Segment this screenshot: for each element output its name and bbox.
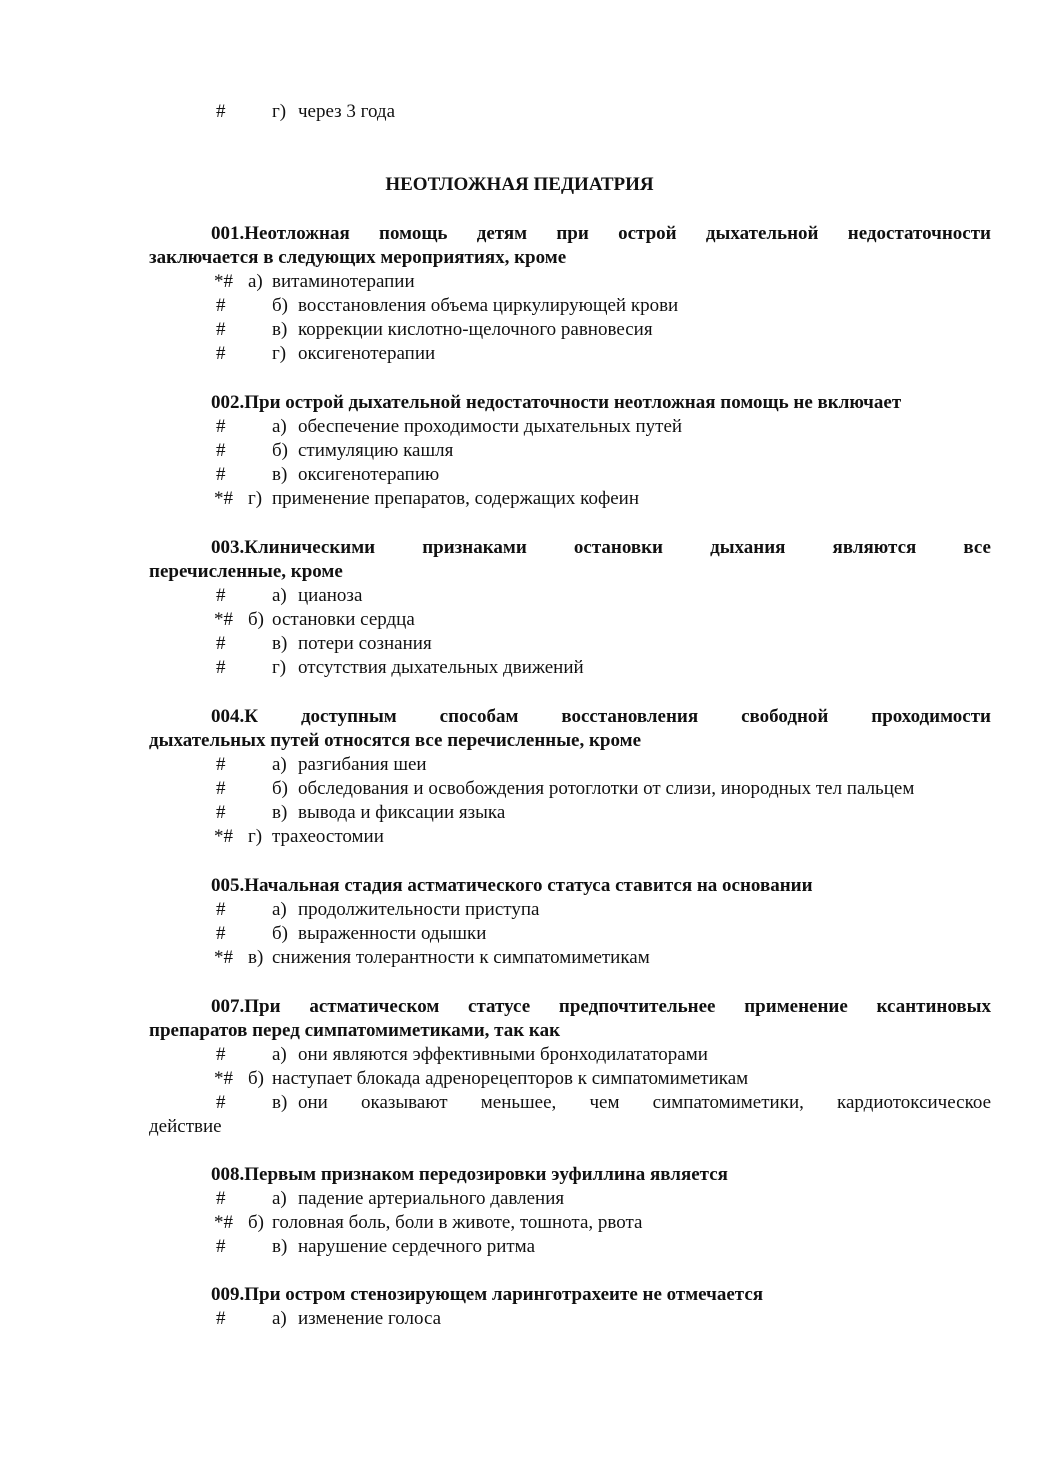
option-text: остановки сердца [272, 609, 415, 630]
option-letter: а) [248, 271, 263, 292]
option-text: нарушение сердечного ритма [298, 1236, 535, 1257]
option-text: вывода и фиксации языка [298, 802, 506, 823]
question-text: 005.Начальная стадия астматического статуса ставится на основании [211, 875, 813, 896]
question-text-continued: заключается в следующих мероприятиях, кроме [149, 247, 567, 268]
answer-mark: # [216, 101, 226, 122]
question-text: 009.При остром стенозирующем ларинготрахеите не отмечается [211, 1284, 764, 1305]
option-letter: г) [248, 488, 263, 509]
option-letter: а) [272, 1188, 287, 1209]
option-text: потери сознания [298, 633, 432, 654]
option-letter: а) [272, 1308, 287, 1329]
option-text: они оказывают меньшее, чем симпатомиметики, кардиотоксическое [298, 1092, 991, 1113]
option-letter: в) [272, 1236, 288, 1257]
option-letter: а) [272, 899, 287, 920]
answer-mark: # [216, 1092, 226, 1113]
correct-answer-mark: *# [214, 947, 233, 968]
answer-mark: # [216, 899, 226, 920]
option-text: разгибания шеи [298, 754, 427, 775]
question-text-continued: перечисленные, кроме [149, 561, 343, 582]
correct-answer-mark: *# [214, 826, 233, 847]
answer-mark: # [216, 1188, 226, 1209]
option-letter: а) [272, 585, 287, 606]
option-text: через 3 года [298, 101, 396, 122]
answer-mark: # [216, 1236, 226, 1257]
correct-answer-mark: *# [214, 488, 233, 509]
option-text: цианоза [298, 585, 363, 606]
answer-mark: # [216, 585, 226, 606]
option-letter: б) [272, 440, 288, 461]
option-text: оксигенотерапию [298, 464, 440, 485]
answer-mark: # [216, 1044, 226, 1065]
option-text: обследования и освобождения ротоглотки от слизи, инородных тел пальцем [298, 778, 915, 799]
answer-mark: # [216, 295, 226, 316]
question-text-continued: препаратов перед симпатомиметиками, так как [149, 1020, 561, 1041]
option-text: головная боль, боли в животе, тошнота, рвота [272, 1212, 643, 1233]
option-text: изменение голоса [298, 1308, 442, 1329]
question-text: 001.Неотложная помощь детям при острой дыхательной недостаточности [211, 223, 991, 244]
option-letter: в) [272, 633, 288, 654]
option-letter: г) [272, 101, 287, 122]
section-title: НЕОТЛОЖНАЯ ПЕДИАТРИЯ [385, 174, 654, 195]
answer-mark: # [216, 319, 226, 340]
question-text: 004.К доступным способам восстановления свободной проходимости [211, 706, 991, 727]
option-text: выраженности одышки [298, 923, 487, 944]
option-letter: г) [248, 826, 263, 847]
option-letter: б) [272, 295, 288, 316]
question-text: 007.При астматическом статусе предпочтительнее применение ксантиновых [211, 996, 991, 1017]
option-letter: б) [248, 609, 264, 630]
option-text: применение препаратов, содержащих кофеин [272, 488, 640, 509]
option-text: восстановления объема циркулирующей крови [298, 295, 679, 316]
option-letter: в) [272, 1092, 288, 1113]
option-letter: б) [272, 923, 288, 944]
option-text: стимуляцию кашля [298, 440, 454, 461]
option-letter: а) [272, 1044, 287, 1065]
correct-answer-mark: *# [214, 1068, 233, 1089]
option-letter: г) [272, 343, 287, 364]
answer-mark: # [216, 778, 226, 799]
option-text: обеспечение проходимости дыхательных путей [298, 416, 683, 437]
question-text: 002.При острой дыхательной недостаточности неотложная помощь не включает [211, 392, 902, 413]
option-letter: в) [272, 802, 288, 823]
option-text: витаминотерапии [272, 271, 415, 292]
option-text: коррекции кислотно-щелочного равновесия [298, 319, 653, 340]
option-text: оксигенотерапии [298, 343, 436, 364]
answer-mark: # [216, 802, 226, 823]
answer-mark: # [216, 440, 226, 461]
option-text: они являются эффективными бронходилататорами [298, 1044, 708, 1065]
option-letter: в) [272, 319, 288, 340]
option-letter: в) [248, 947, 264, 968]
answer-mark: # [216, 1308, 226, 1329]
option-letter: б) [248, 1068, 264, 1089]
question-text-continued: дыхательных путей относятся все перечисленные, кроме [149, 730, 642, 751]
option-text: снижения толерантности к симпатомиметикам [272, 947, 650, 968]
question-text: 008.Первым признаком передозировки эуфиллина является [211, 1164, 728, 1185]
option-text-continued: действие [149, 1116, 222, 1137]
option-text: наступает блокада адренорецепторов к симпатомиметикам [272, 1068, 749, 1089]
option-letter: а) [272, 754, 287, 775]
option-text: падение артериального давления [298, 1188, 565, 1209]
answer-mark: # [216, 416, 226, 437]
answer-mark: # [216, 633, 226, 654]
answer-mark: # [216, 464, 226, 485]
correct-answer-mark: *# [214, 271, 233, 292]
option-text: отсутствия дыхательных движений [298, 657, 584, 678]
option-letter: б) [272, 778, 288, 799]
option-letter: а) [272, 416, 287, 437]
correct-answer-mark: *# [214, 1212, 233, 1233]
option-letter: б) [248, 1212, 264, 1233]
answer-mark: # [216, 343, 226, 364]
answer-mark: # [216, 657, 226, 678]
answer-mark: # [216, 923, 226, 944]
answer-mark: # [216, 754, 226, 775]
question-text: 003.Клиническими признаками остановки дыхания являются все [211, 537, 991, 558]
option-text: трахеостомии [272, 826, 384, 847]
option-letter: в) [272, 464, 288, 485]
option-text: продолжительности приступа [298, 899, 540, 920]
correct-answer-mark: *# [214, 609, 233, 630]
option-letter: г) [272, 657, 287, 678]
